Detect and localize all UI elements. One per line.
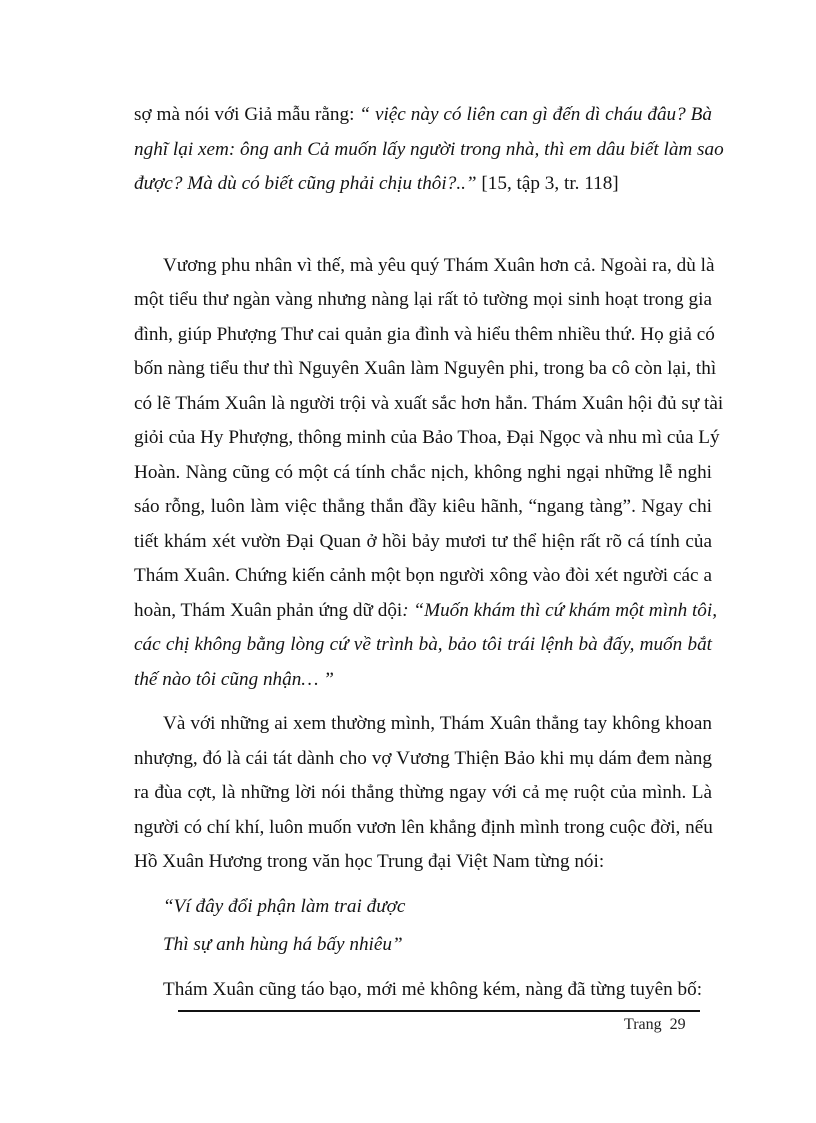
footer-divider xyxy=(178,1010,700,1012)
paragraph-line: Vương phu nhân vì thế, mà yêu quý Thám Xuân hơn cả. Ngoài ra, dù là xyxy=(163,254,715,276)
paragraph-line: nhượng, đó là cái tát dành cho vợ Vương Thiện Bảo khi mụ dám đem nàng xyxy=(134,747,712,769)
poem-line-2: Thì sự anh hùng há bấy nhiêu” xyxy=(163,934,403,955)
closing-line: Thám Xuân cũng táo bạo, mới mẻ không kém, nàng đã từng tuyên bố: xyxy=(163,978,703,1000)
closing-paragraph xyxy=(134,973,712,1008)
page-content xyxy=(134,98,724,1007)
paragraph-line: tiết khám xét vườn Đại Quan ở hồi bảy mươi tư thể hiện rất rõ cá tính của xyxy=(134,530,712,552)
paragraph-line: ra đùa cợt, là những lời nói thẳng thừng ngay với cả mẹ ruột của mình. Là xyxy=(134,782,712,803)
paragraph-1 xyxy=(134,249,724,698)
paragraph-line: bốn nàng tiểu thư thì Nguyên Xuân làm Nguyên phi, trong ba cô còn lại, thì xyxy=(134,358,717,379)
paragraph-line: người có chí khí, luôn muốn vươn lên khẳng định mình trong cuộc đời, nếu xyxy=(134,816,713,838)
paragraph-line: sáo rỗng, luôn làm việc thẳng thắn đầy kiêu hãnh, “ngang tàng”. Ngay chi xyxy=(134,496,712,517)
paragraph-line: đình, giúp Phượng Thư cai quản gia đình và hiểu thêm nhiều thứ. Họ giả có xyxy=(134,323,715,345)
paragraph-2 xyxy=(134,707,712,880)
quote-lead-text: sợ mà nói với Giả mẫu rằng: xyxy=(134,104,360,125)
paragraph-text: hoàn, Thám Xuân phản ứng dữ dội xyxy=(134,599,403,621)
paragraph-line: Hồ Xuân Hương trong văn học Trung đại Việt Nam từng nói: xyxy=(134,851,605,872)
paragraph-line: Thám Xuân. Chứng kiến cảnh một bọn người xông vào đòi xét người các a xyxy=(134,565,712,586)
inline-quote: : “Muốn khám thì cứ khám một mình tôi, xyxy=(402,599,718,621)
quote-line-2: nghĩ lại xem: ông anh Cả muốn lấy người trong nhà, thì em dâu biết làm sao xyxy=(134,138,724,160)
paragraph-line: Và với những ai xem thường mình, Thám Xuân thẳng tay không khoan xyxy=(163,713,712,734)
paragraph-line: Hoàn. Nàng cũng có một cá tính chắc nịch, không nghi ngại những lễ nghi xyxy=(134,461,712,483)
inline-quote-line-end: thế nào tôi cũng nhận… ” xyxy=(134,668,334,690)
paragraph-line: một tiểu thư ngàn vàng nhưng nàng lại rất tỏ tường mọi sinh hoạt trong gia xyxy=(134,289,712,310)
page-label: Trang xyxy=(624,1016,662,1033)
quote-line-3 xyxy=(134,167,712,202)
paragraph-line-with-quote xyxy=(134,594,718,629)
quote-line-1 xyxy=(134,98,712,133)
citation: [15, tập 3, tr. 118] xyxy=(476,173,619,194)
paragraph-line: có lẽ Thám Xuân là người trội và xuất sắc hơn hẳn. Thám Xuân hội đủ sự tài xyxy=(134,392,724,414)
quote-text-end: được? Mà dù có biết cũng phải chịu thôi?..” xyxy=(134,173,477,194)
paragraph-line: giỏi của Hy Phượng, thông minh của Bảo Thoa, Đại Ngọc và nhu mì của Lý xyxy=(134,427,720,448)
page-number xyxy=(624,1015,686,1035)
page-number-value: 29 xyxy=(669,1016,686,1033)
paragraph-gap xyxy=(134,202,712,249)
paragraph-gap xyxy=(134,697,712,707)
inline-quote-line: các chị không bằng lòng cứ về trình bà, bảo tôi trái lệnh bà đấy, muốn bắt xyxy=(134,634,712,655)
poem-line-1: “Ví đây đổi phận làm trai được xyxy=(163,895,406,917)
quote-text: “ việc này có liên can gì đến dì cháu đâu? Bà xyxy=(359,104,712,125)
quote-block xyxy=(134,98,724,202)
paragraph-gap xyxy=(134,880,712,890)
poem xyxy=(134,890,712,963)
